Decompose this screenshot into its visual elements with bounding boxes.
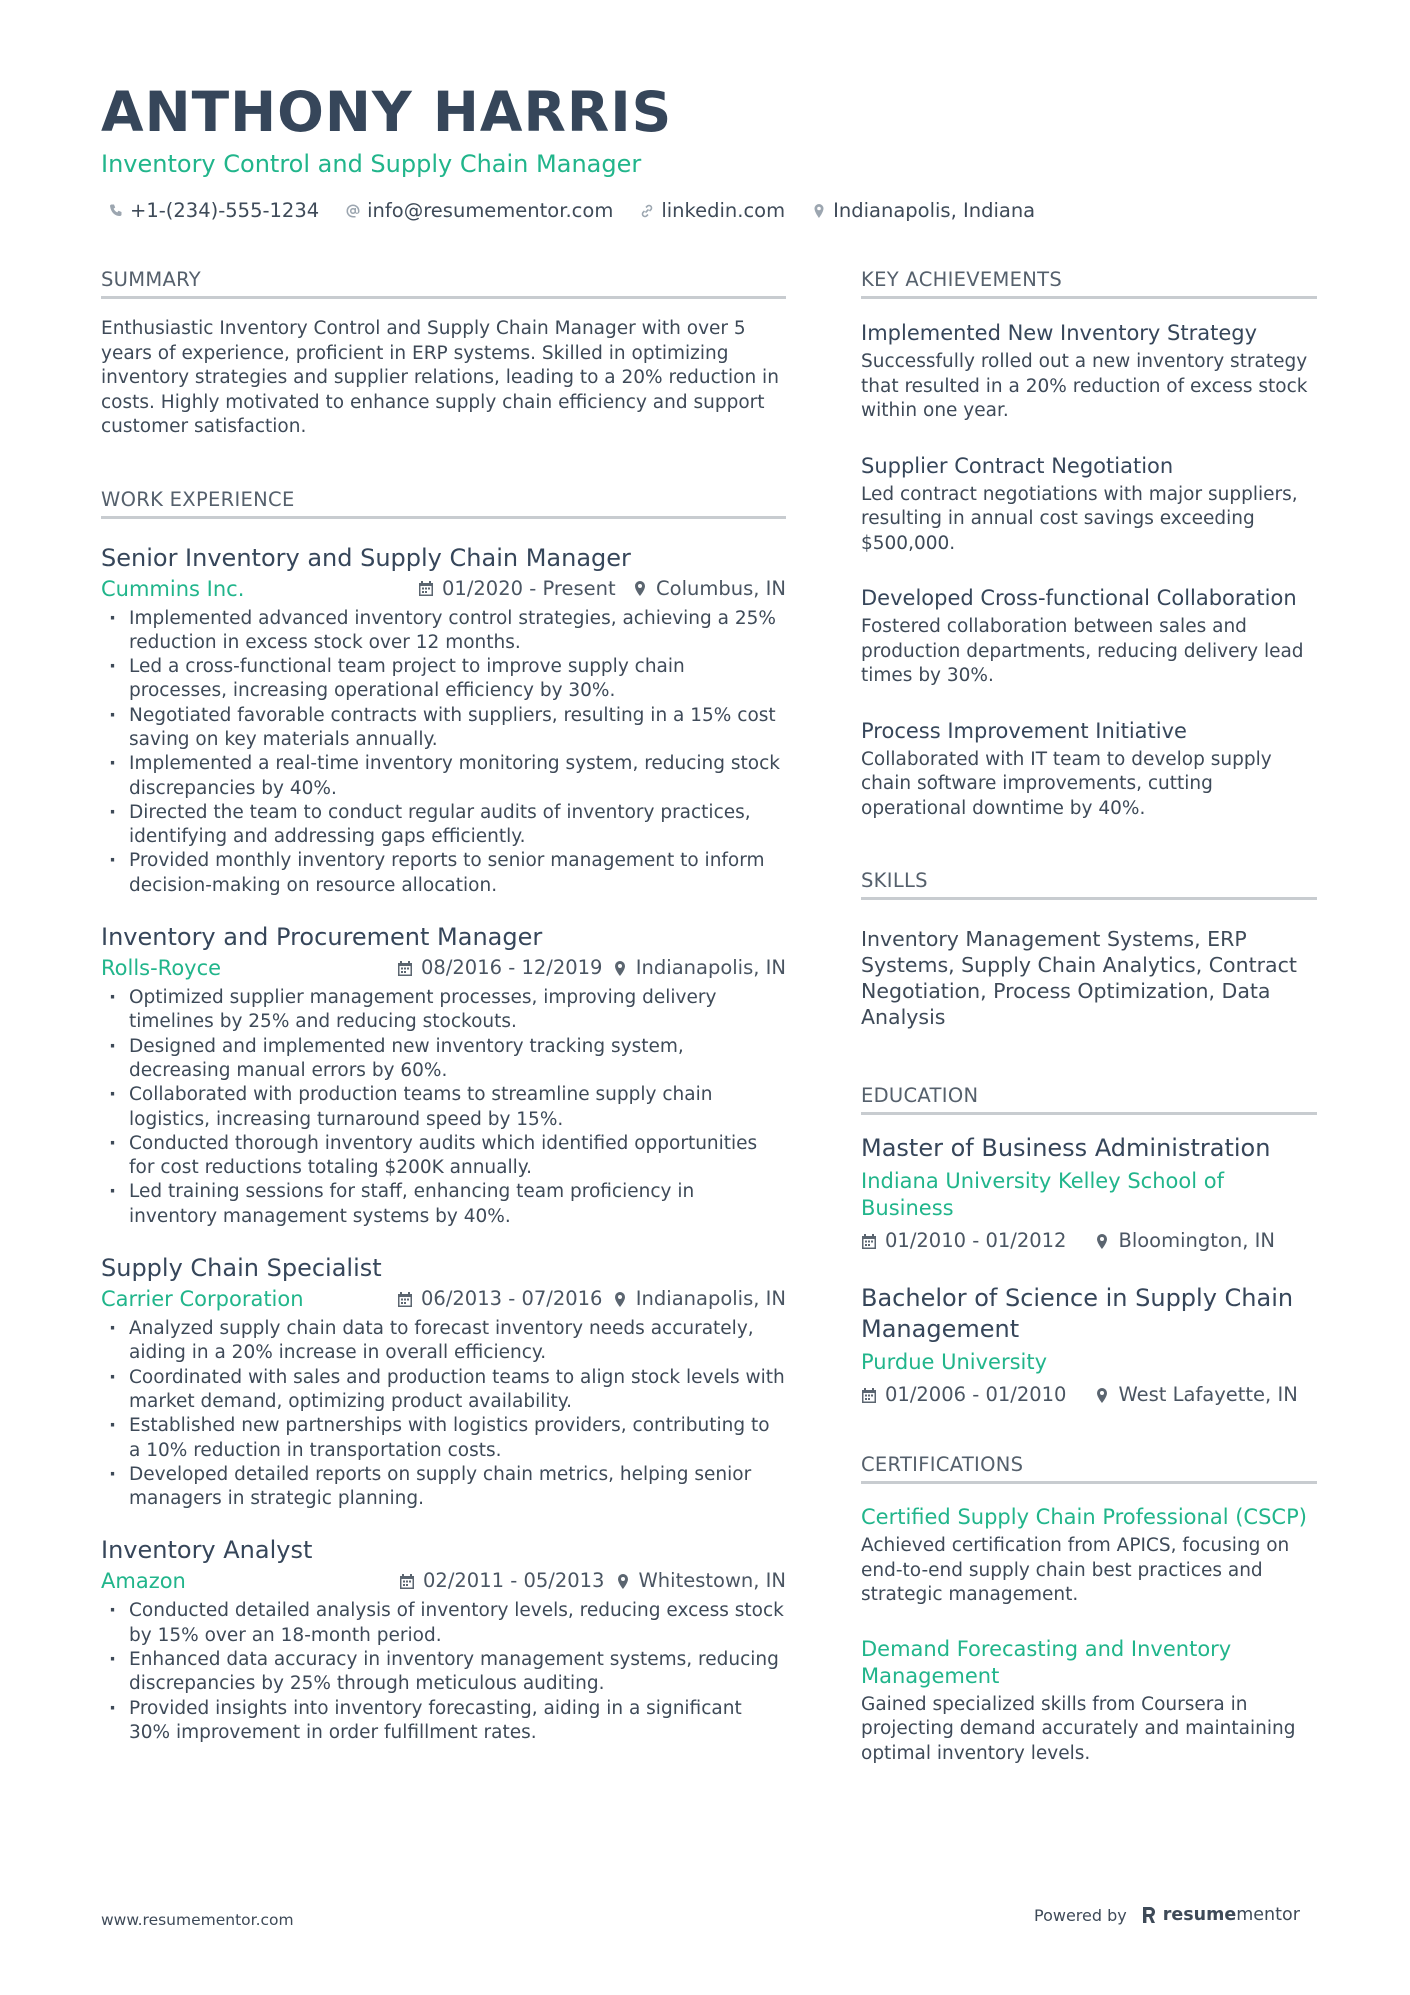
education-degree: Master of Business Administration <box>861 1134 1271 1162</box>
education-dates <box>861 1227 1066 1255</box>
education-location <box>1094 1227 1274 1255</box>
achievement-title: Developed Cross-functional Collaboration <box>861 586 1297 610</box>
certification-text: Achieved certification from APICS, focusing on end-to-end supply chain best practices and strategic management. <box>861 1535 1290 1605</box>
achievements-heading: KEY ACHIEVEMENTS <box>861 268 1317 299</box>
job-dates <box>418 573 616 605</box>
job-location <box>632 573 786 605</box>
resumementor-logo-icon <box>1141 1905 1157 1925</box>
job-location-text: Indianapolis, IN <box>635 1287 786 1311</box>
location-pin-icon <box>632 580 648 597</box>
education-location-text: Bloomington, IN <box>1118 1229 1275 1252</box>
job-entry <box>101 543 786 899</box>
education-item <box>861 1133 1317 1255</box>
calendar-icon <box>397 1291 413 1308</box>
education-dates <box>861 1381 1066 1409</box>
summary-text: Enthusiastic Inventory Control and Supply Chain Manager with over 5 years of experience, proficient in ERP systems. Skilled in optimizing inventory strategies and supplier relations, leading to a 20% reduction in costs. Highly motivated to enhance supply chain efficiency and support customer satisfaction. <box>101 318 779 437</box>
candidate-name: ANTHONY HARRIS <box>101 80 673 144</box>
achievement-item <box>861 319 1317 424</box>
summary-heading: SUMMARY <box>101 268 786 299</box>
achievement-title: Process Improvement Initiative <box>861 718 1187 743</box>
job-dates <box>397 1283 602 1315</box>
achievement-text: Collaborated with IT team to develop supply chain software improvements, cutting operational downtime by 40%. <box>861 748 1272 819</box>
calendar-icon <box>418 580 434 597</box>
bullet-item: · Implemented advanced inventory control strategies, achieving a 25% reduction in excess stock over 12 months. <box>101 607 786 656</box>
experience-heading: WORK EXPERIENCE <box>101 488 786 519</box>
education-location <box>1094 1381 1297 1409</box>
powered-by-label: Powered by <box>1034 1905 1127 1925</box>
job-location-text: Whitestown, IN <box>638 1569 786 1593</box>
achievement-text: Fostered collaboration between sales and production departments, reducing delivery lead times by 30%. <box>861 616 1304 686</box>
footer-website[interactable]: www.resumementor.com <box>101 1911 294 1929</box>
job-company: Amazon <box>101 1569 186 1594</box>
bullet-item: · Coordinated with sales and production teams to align stock levels with market demand, optimizing product availability. <box>101 1366 786 1415</box>
contact-bar <box>108 199 1035 222</box>
education-school: Purdue University <box>861 1350 1048 1374</box>
job-dates-text: 06/2013 - 07/2016 <box>421 1287 603 1311</box>
contact-location <box>811 199 1035 222</box>
job-entry <box>101 1253 786 1511</box>
calendar-icon <box>397 960 413 977</box>
achievement-title: Supplier Contract Negotiation <box>861 453 1174 478</box>
bullet-item: · Optimized supplier management processes, improving delivery timelines by 25% and reducing stockouts. <box>101 986 786 1035</box>
location-pin-icon <box>1094 1233 1110 1250</box>
footer-powered <box>1034 1905 1300 1925</box>
bullet-item: · Collaborated with production teams to streamline supply chain logistics, increasing turnaround speed by 15%. <box>101 1083 786 1132</box>
job-meta <box>101 573 786 605</box>
brand-rest: mentor <box>1236 1905 1300 1925</box>
education-meta <box>861 1227 1317 1255</box>
brand-bold: resume <box>1162 1905 1237 1925</box>
left-column <box>101 268 786 1745</box>
job-bullets <box>101 1599 786 1745</box>
bullet-item: · Developed detailed reports on supply chain metrics, helping senior managers in strategic planning. <box>101 1463 786 1512</box>
location-pin-icon <box>811 203 827 219</box>
bullet-item: · Conducted detailed analysis of inventory levels, reducing excess stock by 15% over an 18-month period. <box>101 1599 786 1648</box>
education-degree: Bachelor of Science in Supply Chain Management <box>861 1284 1294 1343</box>
job-location <box>612 1283 786 1315</box>
job-dates-text: 08/2016 - 12/2019 <box>421 956 603 980</box>
brand-logo[interactable] <box>1141 1905 1300 1925</box>
summary-section <box>101 268 786 440</box>
job-dates <box>397 952 602 984</box>
job-location <box>615 1565 786 1597</box>
bullet-item: · Provided monthly inventory reports to senior management to inform decision-making on resource allocation. <box>101 849 786 898</box>
bullet-item: · Designed and implemented new inventory tracking system, decreasing manual errors by 60%. <box>101 1035 786 1084</box>
email-text: info@resumementor.com <box>367 199 614 222</box>
bullet-item: · Established new partnerships with logistics providers, contributing to a 10% reduction in transportation costs. <box>101 1414 786 1463</box>
certification-item <box>861 1636 1317 1767</box>
education-heading: EDUCATION <box>861 1084 1317 1115</box>
bullet-item: · Enhanced data accuracy in inventory management systems, reducing discrepancies by 25% through meticulous auditing. <box>101 1648 786 1697</box>
location-pin-icon <box>1094 1387 1110 1404</box>
job-bullets <box>101 986 786 1229</box>
contact-linkedin[interactable] <box>639 199 785 222</box>
achievement-item <box>861 452 1317 557</box>
job-location <box>612 952 786 984</box>
skills-text: Inventory Management Systems, ERP Systems, Supply Chain Analytics, Contract Negotiation, Process Optimization, Data Analysis <box>861 927 1297 1029</box>
location-pin-icon <box>615 1573 631 1590</box>
job-meta <box>101 1283 786 1315</box>
bullet-item: · Analyzed supply chain data to forecast inventory needs accurately, aiding in a 20% increase in overall efficiency. <box>101 1317 786 1366</box>
job-location-text: Columbus, IN <box>656 576 786 600</box>
achievement-text: Led contract negotiations with major suppliers, resulting in annual cost savings exceeding $500,000. <box>861 483 1298 554</box>
certification-title: Demand Forecasting and Inventory Management <box>861 1636 1232 1688</box>
education-dates-text: 01/2010 - 01/2012 <box>885 1229 1067 1252</box>
job-title: Inventory and Procurement Manager <box>101 923 543 952</box>
right-column <box>861 268 1317 1794</box>
job-entry <box>101 922 786 1229</box>
phone-icon <box>108 203 124 219</box>
bullet-item: · Provided insights into inventory forecasting, aiding in a significant 30% improvement in order fulfillment rates. <box>101 1697 786 1746</box>
job-company: Carrier Corporation <box>101 1287 304 1312</box>
certifications-heading: CERTIFICATIONS <box>861 1453 1317 1484</box>
education-school: Indiana University Kelley School of Business <box>861 1169 1224 1220</box>
calendar-icon <box>861 1387 877 1404</box>
phone-text: +1-(234)-555-1234 <box>130 199 320 222</box>
certification-item <box>861 1504 1317 1608</box>
link-icon <box>639 203 655 219</box>
calendar-icon <box>399 1573 415 1590</box>
candidate-title: Inventory Control and Supply Chain Manager <box>101 150 642 178</box>
contact-phone <box>108 199 319 222</box>
achievement-item <box>861 584 1317 689</box>
job-dates-text: 02/2011 - 05/2013 <box>423 1569 605 1593</box>
job-entry <box>101 1535 786 1745</box>
skills-heading: SKILLS <box>861 869 1317 900</box>
location-text: Indianapolis, Indiana <box>833 199 1036 222</box>
education-dates-text: 01/2006 - 01/2010 <box>885 1383 1067 1406</box>
bullet-item: · Conducted thorough inventory audits which identified opportunities for cost reductions totaling $200K annually. <box>101 1132 786 1181</box>
certification-text: Gained specialized skills from Coursera in projecting demand accurately and maintaining optimal inventory levels. <box>861 1693 1296 1764</box>
job-title: Supply Chain Specialist <box>101 1254 382 1283</box>
job-title: Senior Inventory and Supply Chain Manager <box>101 543 631 572</box>
achievements-section <box>861 268 1317 821</box>
linkedin-text: linkedin.com <box>661 199 786 222</box>
job-bullets <box>101 1317 786 1511</box>
education-meta <box>861 1381 1317 1409</box>
at-icon <box>345 203 361 219</box>
job-meta <box>101 1565 786 1597</box>
skills-section <box>861 869 1317 1030</box>
certifications-section <box>861 1453 1317 1766</box>
job-title: Inventory Analyst <box>101 1536 313 1565</box>
bullet-item: · Implemented a real-time inventory monitoring system, reducing stock discrepancies by 40%. <box>101 752 786 801</box>
bullet-item: · Led training sessions for staff, enhancing team proficiency in inventory management systems by 40%. <box>101 1180 786 1229</box>
job-bullets <box>101 607 786 899</box>
experience-section <box>101 488 786 1746</box>
job-location-text: Indianapolis, IN <box>635 956 786 980</box>
education-section <box>861 1084 1317 1409</box>
bullet-item: · Negotiated favorable contracts with suppliers, resulting in a 15% cost saving on key materials annually. <box>101 704 786 753</box>
contact-email[interactable] <box>345 199 613 222</box>
achievement-text: Successfully rolled out a new inventory strategy that resulted in a 20% reduction of excess stock within one year. <box>861 351 1308 421</box>
certification-title: Certified Supply Chain Professional (CSCP) <box>861 1505 1307 1529</box>
location-pin-icon <box>612 1291 628 1308</box>
job-dates <box>399 1565 604 1597</box>
achievement-title: Implemented New Inventory Strategy <box>861 321 1258 345</box>
calendar-icon <box>861 1233 877 1250</box>
job-dates-text: 01/2020 - Present <box>442 576 616 600</box>
education-item <box>861 1283 1317 1409</box>
education-location-text: West Lafayette, IN <box>1118 1383 1298 1406</box>
job-meta <box>101 952 786 984</box>
bullet-item: · Directed the team to conduct regular audits of inventory practices, identifying and addressing gaps efficiently. <box>101 801 786 850</box>
achievement-item <box>861 717 1317 822</box>
location-pin-icon <box>612 960 628 977</box>
job-company: Rolls-Royce <box>101 956 222 981</box>
job-company: Cummins Inc. <box>101 576 245 601</box>
bullet-item: · Led a cross-functional team project to improve supply chain processes, increasing operational efficiency by 30%. <box>101 655 786 704</box>
